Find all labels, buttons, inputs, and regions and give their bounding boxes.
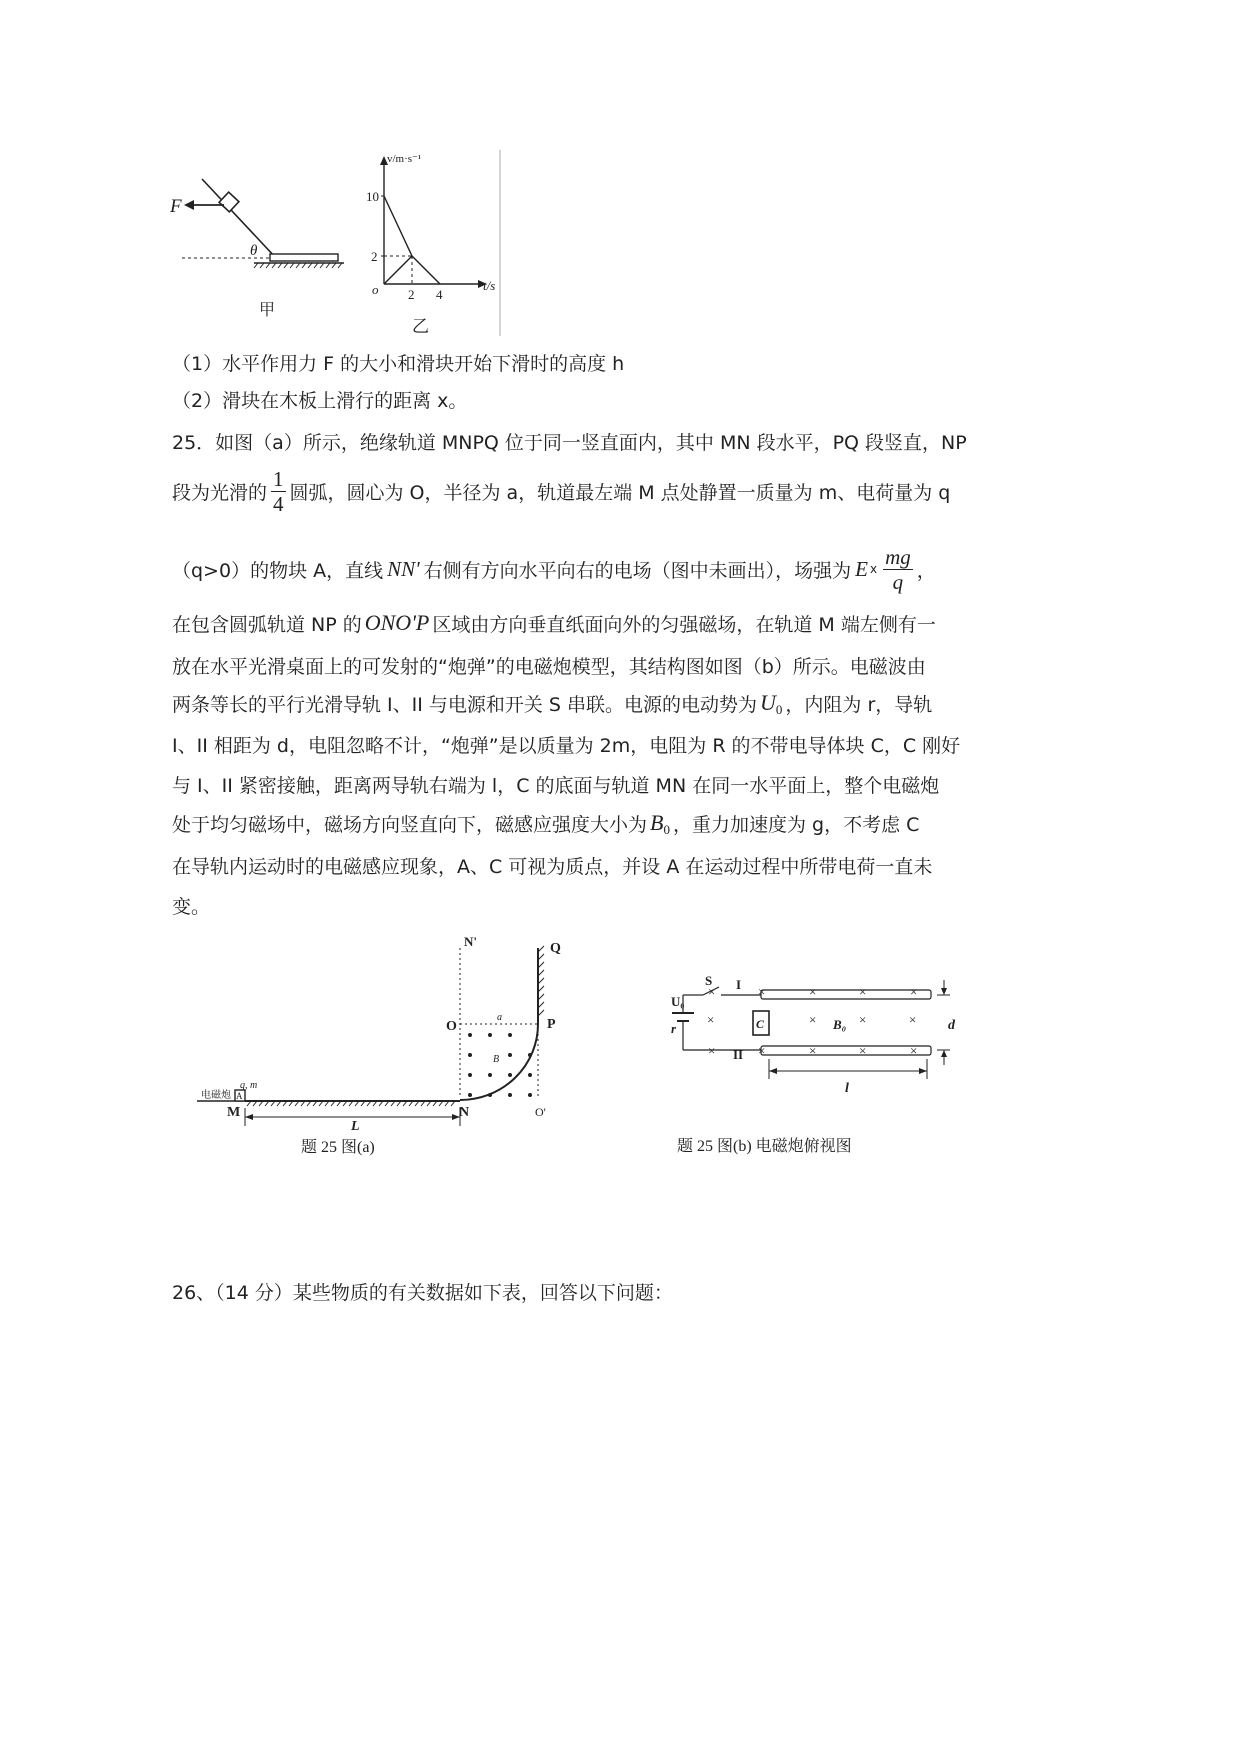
t-axis-label: t/s: [483, 278, 496, 293]
fraction-mg-q: [883, 545, 913, 594]
p25-line-10: 在导轨内运动时的电磁感应现象，A、C 可视为质点，并设 A 在运动过程中所带电荷一直未: [172, 856, 933, 878]
figure-25a-caption: 题 25 图(a): [301, 1139, 375, 1156]
tick-x-4: 4: [436, 287, 443, 302]
fraction-quarter: [271, 467, 286, 516]
p25-line-2: [172, 462, 950, 520]
label-q-m: q, m: [240, 1080, 258, 1091]
force-label: F: [170, 196, 182, 217]
p25-line-7: I、II 相距为 d，电阻忽略不计，“炮弹”是以质量为 2m，电阻为 R 的不带电导体块 C，C 刚好: [172, 735, 961, 757]
figure-25b-caption: 题 25 图(b) 电磁炮俯视图: [677, 1138, 852, 1155]
label-block-a: A: [236, 1091, 243, 1101]
u0-subscript: 0: [775, 702, 783, 717]
label-s: S: [705, 975, 713, 988]
p25-line-9: [172, 810, 919, 836]
figure-25b: [665, 975, 965, 1160]
onop-symbol: ONO'P: [364, 610, 430, 635]
svg-text:×: ×: [758, 1043, 766, 1058]
svg-text:×: ×: [809, 1012, 817, 1027]
slider-block: [219, 192, 239, 212]
fraction-quarter-num: 1: [273, 466, 284, 491]
fraction-mg-q-den: q: [892, 569, 904, 594]
figure-jia: [170, 165, 350, 325]
label-u0: U₀: [671, 994, 685, 1009]
p25-line-3-a: （q>0）的物块 A，直线: [172, 559, 384, 582]
label-d: d: [948, 1018, 955, 1033]
incline-line: [202, 179, 276, 258]
velocity-line-common: [412, 256, 440, 284]
velocity-line-slider: [384, 196, 412, 256]
svg-text:×: ×: [708, 1043, 716, 1058]
p25-line-1: 25．如图（a）所示，绝缘轨道 MNPQ 位于同一竖直面内，其中 MN 段水平，PQ 段竖直，NP: [172, 432, 967, 454]
field-e-symbol: E: [855, 556, 868, 581]
label-o-prime: O': [535, 1105, 546, 1119]
tick-x-2: 2: [408, 287, 415, 302]
svg-text:×: ×: [909, 1012, 917, 1027]
p25-line-6: [172, 690, 932, 716]
label-o: O: [446, 1019, 457, 1034]
tick-y-10: 10: [366, 189, 379, 204]
u0-symbol: U: [760, 690, 776, 715]
label-b0: B₀: [833, 1017, 847, 1032]
p25-line-2-b: 圆弧，圆心为 O，半径为 a，轨道最左端 M 点处静置一质量为 m、电荷量为 q: [289, 481, 951, 504]
label-m: M: [227, 1105, 241, 1120]
label-rail-i: I: [736, 977, 742, 992]
magnetic-field-dots: [468, 1033, 532, 1097]
svg-text:×: ×: [707, 1012, 715, 1027]
b0-subscript: 0: [663, 822, 670, 837]
question-26: 26、（14 分）某些物质的有关数据如下表，回答以下问题：: [172, 1282, 673, 1304]
garbled-symbol: ⅹ: [869, 562, 878, 576]
p25-line-11: 变。: [172, 896, 211, 918]
origin-label: o: [372, 282, 379, 297]
wood-board: [270, 254, 338, 261]
label-radius-a: a: [497, 1012, 502, 1023]
figure-yi-caption: 乙: [412, 317, 429, 336]
label-cannon: 电磁炮: [201, 1090, 231, 1101]
label-b: B: [493, 1054, 500, 1065]
svg-text:×: ×: [708, 984, 716, 999]
question-24-2: （2）滑块在木板上滑行的距离 x。: [172, 390, 468, 412]
p25-line-5: 放在水平光滑桌面上的可发射的“炮弹”的电磁炮模型，其结构图如图（b）所示。电磁波由: [172, 656, 926, 678]
svg-text:×: ×: [809, 1043, 817, 1058]
label-n-prime: N': [464, 934, 477, 949]
p25-line-2-a: 段为光滑的: [172, 481, 268, 504]
label-n: N: [459, 1105, 470, 1120]
svg-text:×: ×: [910, 984, 918, 999]
svg-text:×: ×: [859, 984, 867, 999]
velocity-line-board: [384, 256, 412, 284]
question-24-1: （1）水平作用力 F 的大小和滑块开始下滑时的高度 h: [172, 353, 625, 375]
rail-ii: [761, 1046, 931, 1055]
svg-text:×: ×: [758, 984, 766, 999]
p25-line-3-end: ，: [916, 559, 936, 582]
fraction-mg-q-num: mg: [885, 544, 911, 569]
v-axis-label: v/m·s⁻¹: [387, 153, 422, 165]
label-c: C: [756, 1017, 765, 1031]
figure-25a: [195, 930, 595, 1160]
label-r: r: [671, 1021, 677, 1036]
p25-line-4: [172, 610, 936, 636]
figure-yi: [355, 148, 505, 338]
svg-text:×: ×: [859, 1043, 867, 1058]
p25-line-8: 与 I、II 紧密接触，距离两导轨右端为 l，C 的底面与轨道 MN 在同一水平面上，整个电磁炮: [172, 775, 940, 797]
rail-i: [761, 990, 931, 999]
b0-symbol: B: [650, 810, 664, 835]
nn-prime-symbol: NN': [387, 556, 420, 581]
label-p: P: [547, 1017, 556, 1032]
tick-y-2: 2: [371, 249, 378, 264]
svg-text:×: ×: [859, 1012, 867, 1027]
label-rail-ii: II: [733, 1047, 744, 1062]
fraction-quarter-den: 4: [273, 491, 284, 516]
label-q: Q: [550, 941, 561, 956]
p25-line-6-a: 两条等长的平行光滑导轨 I、II 与电源和开关 S 串联。电源的电动势为: [172, 693, 758, 716]
p25-line-4-b: 区域由方向垂直纸面向外的匀强磁场，在轨道 M 端左侧有一: [432, 613, 936, 636]
svg-text:×: ×: [910, 1043, 918, 1058]
p25-line-4-a: 在包含圆弧轨道 NP 的: [172, 613, 362, 636]
p25-line-9-c: ，重力加速度为 g，不考虑 C: [672, 813, 920, 836]
p25-line-6-b: ，内阻为 r，导轨: [785, 693, 933, 716]
p25-line-3: [172, 540, 936, 598]
angle-label: θ: [250, 243, 258, 259]
p25-line-3-b: 右侧有方向水平向右的电场（图中未画出），场强为: [423, 559, 852, 582]
label-l: L: [351, 1119, 360, 1134]
svg-text:×: ×: [809, 984, 817, 999]
p25-line-9-a: 处于均匀磁场中，磁场方向竖直向下，磁感应强度大小为: [172, 813, 648, 836]
label-l-b: l: [845, 1081, 849, 1096]
figure-jia-caption: 甲: [259, 302, 276, 319]
